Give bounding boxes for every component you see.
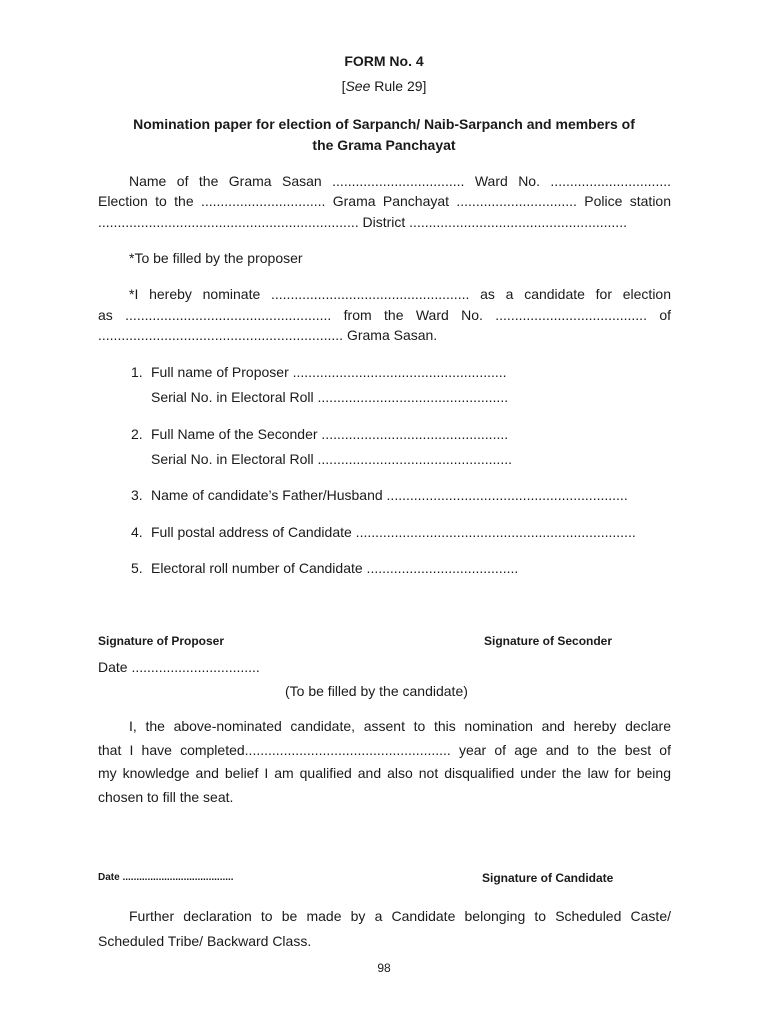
item-1-sub: Serial No. in Electoral Roll ................................................. [151, 389, 509, 405]
item-3-text: Name of candidate’s Father/Husband .............................................................. [151, 487, 628, 503]
intro-line-1: Name of the Grama Sasan .................................. Ward No. ............................... [129, 173, 671, 189]
declaration-line-4: chosen to fill the seat. [98, 789, 234, 805]
candidate-date-line: Date ........................................ [98, 872, 234, 883]
form-title: FORM No. 4 [344, 53, 424, 69]
item-1-number: 1. [131, 364, 143, 380]
heading-line-2: the Grama Panchayat [312, 137, 456, 153]
further-declaration-line-1: Further declaration to be made by a Candidate belonging to Scheduled Caste/ [129, 908, 671, 924]
intro-line-2: Election to the ................................ Grama Panchayat ............................... Police station [98, 193, 671, 209]
item-1-text: Full name of Proposer ....................................................... [151, 364, 507, 380]
signature-proposer-label: Signature of Proposer [98, 634, 225, 648]
further-declaration-line-2: Scheduled Tribe/ Backward Class. [98, 933, 312, 949]
heading-line-1: Nomination paper for election of Sarpanch/ Naib-Sarpanch and members of [133, 116, 635, 132]
date-line: Date ................................. [98, 659, 260, 675]
item-4-number: 4. [131, 524, 143, 540]
nominate-line-1: *I hereby nominate ................................................... as a candidate for election [129, 286, 671, 302]
signature-candidate-label: Signature of Candidate [482, 871, 614, 885]
declaration-line-3: my knowledge and belief I am qualified and also not disqualified under the law for being [98, 765, 671, 781]
item-4-text: Full postal address of Candidate ........................................................................ [151, 524, 636, 540]
item-5-text: Electoral roll number of Candidate ....................................... [151, 560, 519, 576]
declaration-line-2: that I have completed..................................................... year of age and to the best of [98, 742, 671, 758]
item-3-number: 3. [131, 487, 143, 503]
page-number: 98 [377, 961, 391, 975]
item-2-text: Full Name of the Seconder ................................................ [151, 426, 509, 442]
intro-line-3: ................................................................... District ........................................................ [98, 214, 627, 230]
item-2-number: 2. [131, 426, 143, 442]
item-2-sub: Serial No. in Electoral Roll .................................................. [151, 451, 512, 467]
signature-seconder-label: Signature of Seconder [484, 634, 613, 648]
nominate-line-3: ............................................................... Grama Sasan. [98, 327, 438, 343]
nominate-line-2: as ..................................................... from the Ward No. ....................................... of [98, 307, 671, 323]
proposer-note: *To be filled by the proposer [129, 250, 303, 266]
item-5-number: 5. [131, 560, 143, 576]
rule-reference: [See Rule 29] [341, 78, 427, 94]
candidate-note: (To be filled by the candidate) [285, 683, 468, 699]
declaration-line-1: I, the above-nominated candidate, assent to this nomination and hereby declare [129, 718, 671, 734]
